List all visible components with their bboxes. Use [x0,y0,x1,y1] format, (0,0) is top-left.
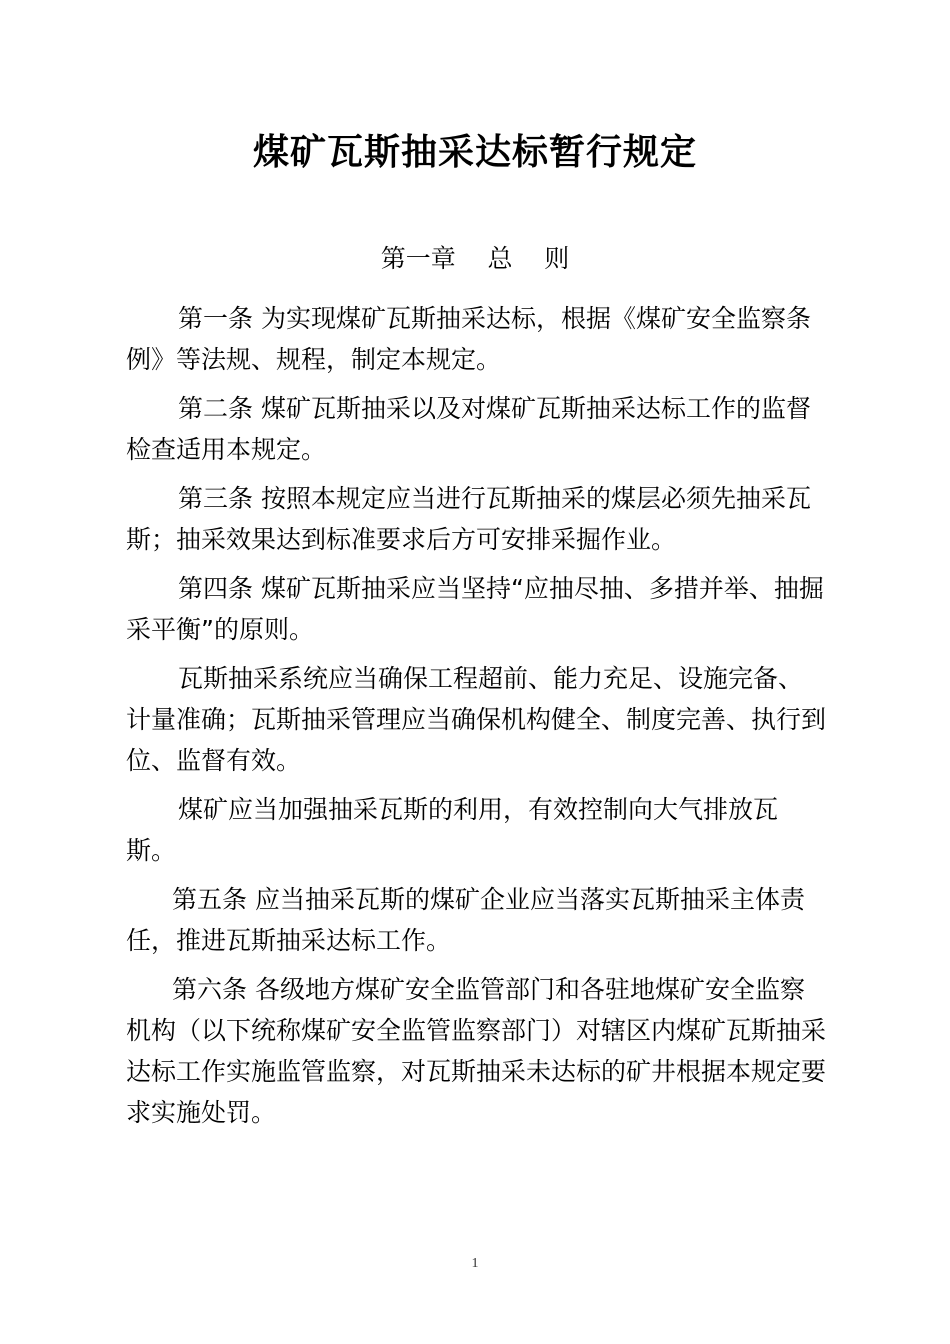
chapter-heading: 第一章 总 则 [380,244,570,273]
article-4-system-paragraph: 瓦斯抽采系统应当确保工程超前、能力充足、设施完备、计量准确；瓦斯抽采管理应当确保机构健全、制度完善、执行到位、监督有效。 [126,664,827,775]
page-number: 1 [471,1256,479,1271]
document-title: 煤矿瓦斯抽采达标暂行规定 [252,131,697,173]
document-body [126,298,826,1141]
article-3-paragraph: 第三条 按照本规定应当进行瓦斯抽采的煤层必须先抽采瓦斯；抽采效果达到标准要求后方可安排采掘作业。 [126,484,811,554]
article-1-paragraph: 第一条 为实现煤矿瓦斯抽采达标，根据《煤矿安全监察条例》等法规、规程，制定本规定。 [126,304,811,374]
article-6-paragraph: 第六条 各级地方煤矿安全监管部门和各驻地煤矿安全监察机构（以下统称煤矿安全监管监察部门）对辖区内煤矿瓦斯抽采达标工作实施监管监察，对瓦斯抽采未达标的矿井根据本规定要求实施处罚。 [126,975,827,1127]
article-5-paragraph: 第五条 应当抽采瓦斯的煤矿企业应当落实瓦斯抽采主体责任，推进瓦斯抽采达标工作。 [126,885,805,955]
article-4-utilization-paragraph: 煤矿应当加强抽采瓦斯的利用，有效控制向大气排放瓦斯。 [126,795,779,865]
article-2-paragraph: 第二条 煤矿瓦斯抽采以及对煤矿瓦斯抽采达标工作的监督检查适用本规定。 [126,394,811,464]
article-4-paragraph: 第四条 煤矿瓦斯抽采应当坚持“应抽尽抽、多措并举、抽掘采平衡”的原则。 [126,574,824,644]
